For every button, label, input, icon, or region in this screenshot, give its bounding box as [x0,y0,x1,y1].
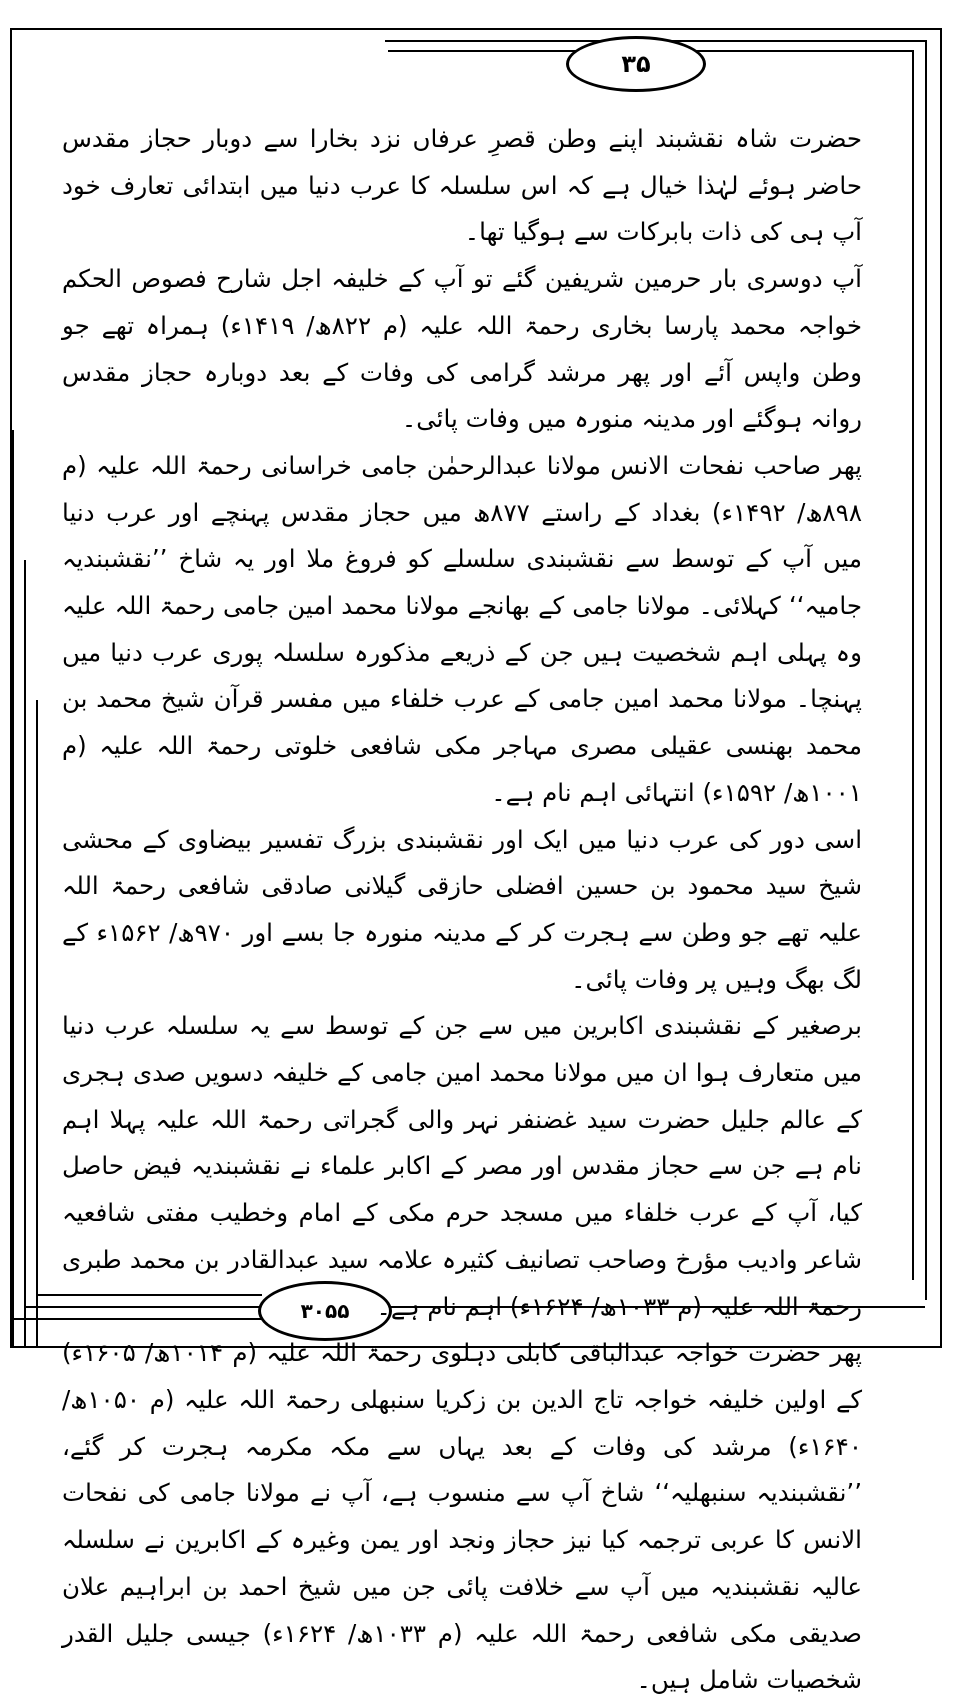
top-rule-outer [380,28,942,30]
paragraph: آپ دوسری بار حرمین شریفین گئے تو آپ کے خلیفہ اجل شارح فصوص الحکم خواجہ محمد پارسا بخاری رحمۃ اللہ علیہ (م ۸۲۲ھ/ ۱۴۱۹ء) ہمراہ تھے جو وطن واپس آئے اور پھر مرشد گرامی کی وفات کے بعد دوبارہ حجاز مقدس روانہ ہوگئے اور مدینہ منورہ میں وفات پائی۔ [62,264,862,434]
paragraph: برصغیر کے نقشبندی اکابرین میں سے جن کے توسط سے یہ سلسلہ عرب دنیا میں متعارف ہوا ان میں مولانا محمد امین جامی کے خلیفہ دسویں صدی ہجری کے عالم جلیل حضرت سید غضنفر نہر والی گجراتی رحمۃ اللہ علیہ پہلا اہم نام ہے جن سے حجاز مقدس اور مصر کے اکابر علماء نے نقشبندیہ فیض حاصل کیا، آپ کے عرب خلفاء میں مسجد حرم مکی کے امام وخطیب مفتی شافعیہ شاعر وادیب مؤرخ وصاحب تصانیف کثیرہ علامہ سید عبدالقادر بن محمد طبری رحمۃ اللہ علیہ (م ۱۰۳۳ھ/ ۱۶۲۴ء) اہم نام ہے۔ [62,1011,862,1321]
left-rule-1 [12,430,14,1348]
right-rule-mid [925,40,927,1300]
right-rule-outer [940,28,942,1348]
right-rule-inner [912,50,914,1280]
footer-page-number: ۳۰۵۵ [258,1281,392,1341]
left-rule-2 [24,560,26,1348]
paragraph: اسی دور کی عرب دنیا میں ایک اور نقشبندی بزرگ تفسیر بیضاوی کے محشی شیخ سید محمود بن حسین افضلی حازقی گیلانی صادقی شافعی رحمۃ اللہ علیہ تھے جو وطن سے ہجرت کر کے مدینہ منورہ جا بسے اور ۹۷۰ھ/ ۱۵۶۲ء کے لگ بھگ وہیں پر وفات پائی۔ [62,824,862,994]
header-page-number: ۳۵ [566,36,706,92]
paragraph: پھر صاحب نفحات الانس مولانا عبدالرحمٰن جامی خراسانی رحمۃ اللہ علیہ (م ۸۹۸ھ/ ۱۴۹۲ء) بغداد کے راستے ۸۷۷ھ میں حجاز مقدس پہنچے اور عرب دنیا میں آپ کے توسط سے نقشبندی سلسلے کو فروغ ملا اور یہ شاخ ’’نقشبندیہ جامیہ‘‘ کہلائی۔ مولانا جامی کے بھانجے مولانا محمد امین جامی رحمۃ اللہ علیہ وہ پہلی اہم شخصیت ہیں جن کے ذریعے مذکورہ سلسلہ پوری عرب دنیا میں پہنچا۔ مولانا محمد امین جامی کے عرب خلفاء میں مفسر قرآن شیخ محمد بن محمد بھنسی عقیلی مصری مہاجر مکی شافعی خلوتی رحمۃ اللہ علیہ (م ۱۰۰۱ھ/ ۱۵۹۲ء) انتہائی اہم نام ہے۔ [62,450,862,807]
paragraph: حضرت شاہ نقشبند اپنے وطن قصرِ عرفاں نزد بخارا سے دوبار حجاز مقدس حاضر ہوئے لہٰذا خیال ہے کہ اس سلسلہ کا عرب دنیا میں ابتدائی تعارف خود آپ ہی کی ذات بابرکات سے ہوگیا تھا۔ [62,124,862,247]
paragraph: پھر حضرت خواجہ عبدالباقی کابلی دہلوی رحمۃ اللہ علیہ (م ۱۰۱۴ھ/ ۱۶۰۵ء) کے اولین خلیفہ خواجہ تاج الدین بن زکریا سنبھلی رحمۃ اللہ علیہ (م ۱۰۵۰ھ/ ۱۶۴۰ء) مرشد کی وفات کے بعد یہاں سے مکہ مکرمہ ہجرت کر گئے، ’’نقشبندیہ سنبھلیہ‘‘ شاخ آپ سے منسوب ہے، آپ نے مولانا جامی کی نفحات الانس کا عربی ترجمہ کیا نیز حجاز ونجد اور یمن وغیرہ کے اکابرین نے سلسلہ عالیہ نقشبندیہ میں آپ سے خلافت پائی جن میں شیخ احمد بن ابراہیم علان صدیقی مکی شافعی رحمۃ اللہ علیہ (م ۱۰۳۳ھ/ ۱۶۲۴ء) جیسی جلیل القدر شخصیات شامل ہیں۔ [62,1338,862,1695]
left-rule-3 [36,700,38,1348]
